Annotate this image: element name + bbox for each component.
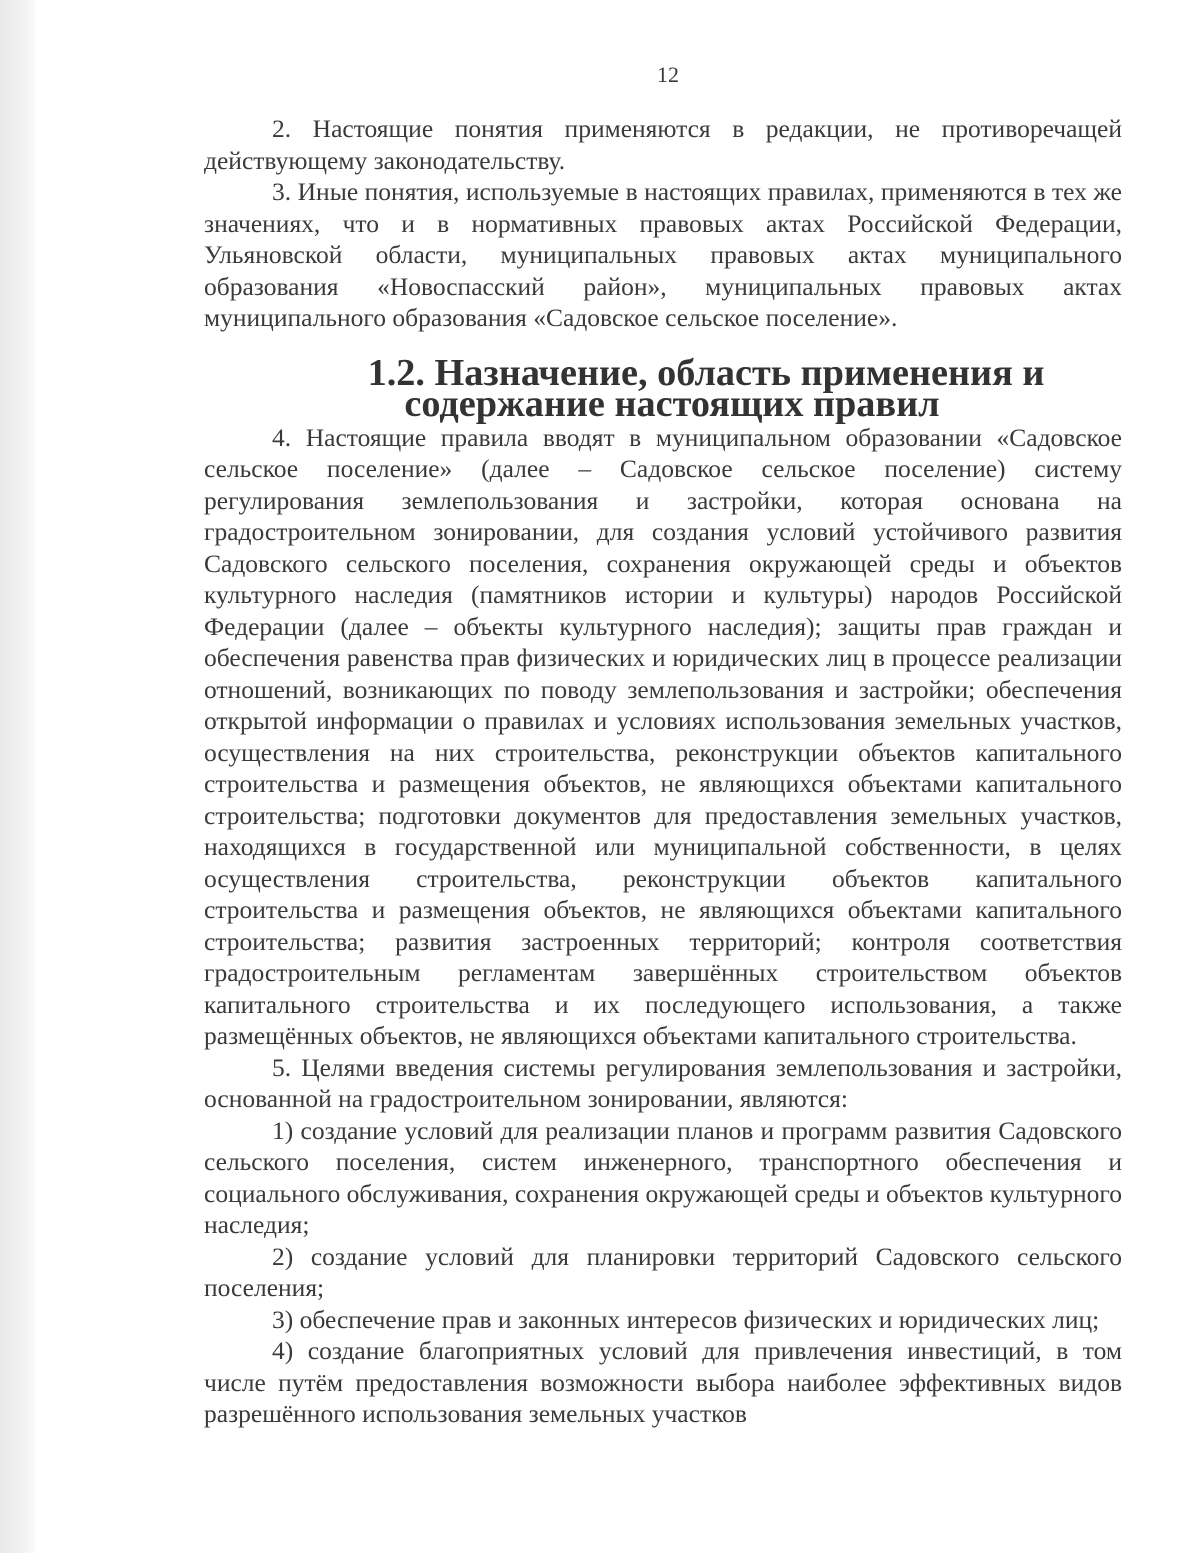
list-item-4: 4) создание благоприятных условий для привлечения инвестиций, в том числе путём предоставления возможности выбора наиболее эффективных видов разрешённого использования земельных участков bbox=[204, 1336, 1122, 1428]
document-page bbox=[204, 62, 1122, 1430]
paragraph-3: 3. Иные понятия, используемые в настоящих правилах, применяются в тех же значениях, что и в нормативных правовых актах Российской Федерации, Ульяновской области, муниципальных правовых актах муниципального образования «Новоспасский район», муниципальных правовых актах муниципального образования «Садовское сельское поселение». bbox=[204, 177, 1122, 332]
page-number: 12 bbox=[657, 62, 679, 87]
paragraph-2: 2. Настоящие понятия применяются в редакции, не противоречащей действующему законодательству. bbox=[204, 114, 1122, 175]
paragraph-4: 4. Настоящие правила вводят в муниципальном образовании «Садовское сельское поселение» (далее – Садовское сельское поселение) систему регулирования землепользования и застройки, которая основана на градостроительном зонировании, для создания условий устойчивого развития Садовского сельского поселения, сохранения окружающей среды и объектов культурного наследия (памятников истории и культуры) народов Российской Федерации (далее – объекты культурного наследия); защиты прав граждан и обеспечения равенства прав физических и юридических лиц в процессе реализации отношений, возникающих по поводу землепользования и застройки; обеспечения открытой информации о правилах и условиях использования земельных участков, осуществления на них строительства, реконструкции объектов капитального строительства и размещения объектов, не являющихся объектами капитального строительства; подготовки документов для предоставления земельных участков, находящихся в государственной или муниципальной собственности, в целях осуществления строительства, реконструкции объектов капитального строительства и размещения объектов, не являющихся объектами капитального строительства; развития застроенных территорий; контроля соответствия градостроительным регламентам завершённых строительством объектов капитального строительства и их последующего использования, а также размещённых объектов, не являющихся объектами капитального строительства. bbox=[204, 422, 1122, 1050]
list-item-2: 2) создание условий для планировки территорий Садовского сельского поселения; bbox=[204, 1241, 1122, 1302]
section-heading: 1.2. Назначение, область применения и содержание настоящих правил bbox=[367, 351, 1045, 425]
list-item-1: 1) создание условий для реализации планов и программ развития Садовского сельского поселения, систем инженерного, транспортного обеспечения и социального обслуживания, сохранения окружающей среды и объектов культурного наследия; bbox=[204, 1115, 1122, 1239]
list-item-3: 3) обеспечение прав и законных интересов физических и юридических лиц; bbox=[272, 1304, 1100, 1334]
paragraph-5: 5. Целями введения системы регулирования землепользования и застройки, основанной на градостроительном зонировании, являются: bbox=[204, 1052, 1122, 1113]
scan-edge-shadow bbox=[0, 0, 36, 1553]
